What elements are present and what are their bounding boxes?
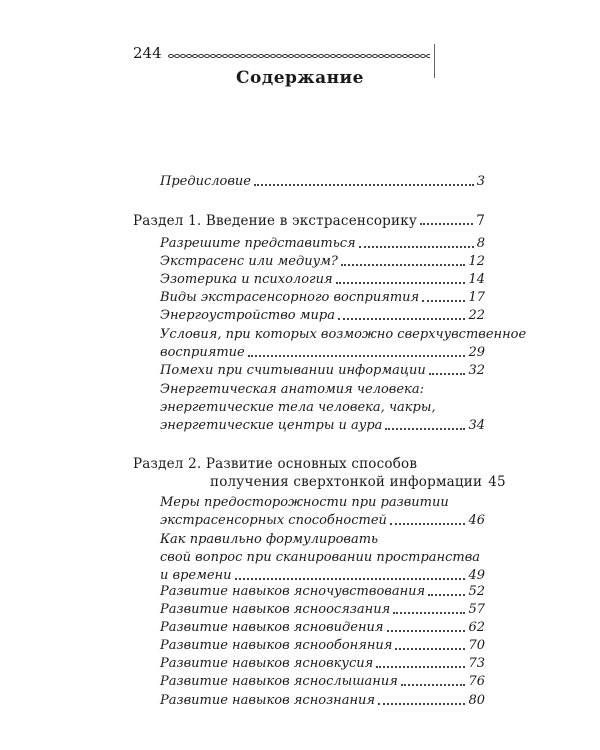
dot-leader bbox=[338, 317, 466, 320]
toc-entry-title: восприятие bbox=[160, 345, 245, 360]
toc-entry[interactable] bbox=[210, 473, 506, 491]
dot-leader bbox=[393, 611, 465, 614]
dot-leader bbox=[401, 683, 466, 686]
dot-leader bbox=[254, 183, 474, 186]
toc-entry[interactable] bbox=[160, 362, 485, 380]
dot-leader bbox=[378, 702, 465, 705]
dot-leader bbox=[387, 629, 466, 632]
toc-entry-title: Развитие навыков ясновидения bbox=[160, 620, 384, 635]
toc-entry[interactable] bbox=[160, 692, 485, 710]
toc-entry-title: Развитие навыков ясновкусия bbox=[160, 656, 374, 671]
toc-entry-title: Разрешите представиться bbox=[160, 236, 356, 251]
decorative-ornament bbox=[168, 53, 430, 59]
dot-leader bbox=[248, 354, 466, 357]
toc-entry[interactable] bbox=[160, 289, 485, 307]
toc-page-number: 29 bbox=[468, 345, 485, 360]
toc-entry[interactable] bbox=[160, 655, 485, 673]
toc-entry-title: Развитие навыков яснослышания bbox=[160, 674, 398, 689]
toc-page-number: 52 bbox=[468, 584, 485, 599]
dot-leader bbox=[428, 593, 465, 596]
toc-entry-title: Развитие навыков ясночувствования bbox=[160, 584, 426, 599]
dot-leader bbox=[422, 299, 465, 302]
toc-entry-title: Эзотерика и психология bbox=[160, 272, 333, 287]
toc-entry-title: Экстрасенс или медиум? bbox=[160, 254, 338, 269]
toc-page-number: 76 bbox=[468, 674, 485, 689]
dot-leader bbox=[341, 263, 466, 266]
toc-page-number: 22 bbox=[468, 308, 485, 323]
toc-entry-line: энергетические тела человека, чакры, bbox=[160, 400, 436, 415]
toc-entry[interactable] bbox=[160, 344, 485, 362]
toc-entry-line: Энергетическая анатомия человека: bbox=[160, 382, 424, 397]
toc-entry-line: Меры предосторожности при развитии bbox=[160, 495, 449, 510]
toc-entry-line: Как правильно формулировать bbox=[160, 532, 379, 547]
toc-page-number: 80 bbox=[468, 693, 485, 708]
toc-page-number: 3 bbox=[476, 174, 485, 189]
toc-entry[interactable] bbox=[160, 417, 485, 435]
dot-leader bbox=[429, 372, 466, 375]
toc-page-number: 62 bbox=[468, 620, 485, 635]
toc-page-number: 8 bbox=[476, 236, 485, 251]
running-header bbox=[133, 44, 433, 66]
page-title: Содержание bbox=[236, 68, 364, 88]
toc-page-number: 70 bbox=[468, 638, 485, 653]
toc-entry[interactable] bbox=[160, 583, 485, 601]
toc-entry[interactable] bbox=[160, 601, 485, 619]
dot-leader bbox=[376, 665, 465, 668]
toc-entry-title: Предисловие bbox=[160, 174, 251, 189]
toc-entry[interactable] bbox=[160, 619, 485, 637]
toc-entry[interactable] bbox=[160, 307, 485, 325]
toc-entry[interactable] bbox=[160, 512, 485, 530]
toc-page-number: 73 bbox=[468, 656, 485, 671]
toc-page-number: 12 bbox=[468, 254, 485, 269]
toc-entry[interactable] bbox=[133, 212, 485, 230]
dot-leader bbox=[390, 522, 466, 525]
toc-entry-title: и времени bbox=[160, 568, 232, 583]
toc-entry-title: Энергоустройство мира bbox=[160, 308, 335, 323]
toc-page-number: 17 bbox=[468, 290, 485, 305]
toc-entry-title: Раздел 1. Введение в экстрасенсорику bbox=[133, 213, 417, 229]
toc-page-number: 14 bbox=[468, 272, 485, 287]
toc-page-number: 32 bbox=[468, 363, 485, 378]
dot-leader bbox=[359, 245, 474, 248]
toc-entry-title: Виды экстрасенсорного восприятия bbox=[160, 290, 420, 305]
toc-page-number: 46 bbox=[468, 513, 485, 528]
toc-entry-line: Условия, при которых возможно сверхчувственное bbox=[160, 327, 527, 342]
toc-page-number: 7 bbox=[476, 213, 485, 229]
toc-page-number: 57 bbox=[468, 602, 485, 617]
dot-leader bbox=[420, 222, 473, 225]
toc-entry-title: Развитие навыков ясноосязания bbox=[160, 602, 391, 617]
toc-entry[interactable] bbox=[160, 253, 485, 271]
toc-entry-line: Раздел 2. Развитие основных способов bbox=[133, 456, 418, 472]
toc-entry[interactable] bbox=[160, 235, 485, 253]
toc-entry[interactable] bbox=[160, 673, 485, 691]
dot-leader bbox=[395, 647, 465, 650]
toc-entry-title: Развитие навыков яснообоняния bbox=[160, 638, 393, 653]
toc-entry[interactable] bbox=[160, 271, 485, 289]
dot-leader bbox=[235, 577, 466, 580]
toc-entry-line: свой вопрос при сканировании пространства bbox=[160, 550, 481, 565]
page-number: 244 bbox=[133, 44, 162, 62]
toc-entry[interactable] bbox=[160, 637, 485, 655]
toc-page-number: 49 bbox=[468, 568, 485, 583]
toc-entry[interactable] bbox=[160, 173, 485, 191]
toc-entry-title: получения сверхтонкой информации bbox=[210, 474, 483, 490]
dot-leader bbox=[336, 281, 466, 284]
toc-entry-title: экстрасенсорных способностей bbox=[160, 513, 387, 528]
dot-leader bbox=[385, 427, 465, 430]
toc-page-number: 34 bbox=[468, 418, 485, 433]
toc-entry-title: Помехи при считывании информации bbox=[160, 363, 426, 378]
toc-entry-title: энергетические центры и аура bbox=[160, 418, 383, 433]
toc-entry-title: Развитие навыков яснознания bbox=[160, 693, 376, 708]
toc-page-number: 45 bbox=[488, 474, 506, 490]
